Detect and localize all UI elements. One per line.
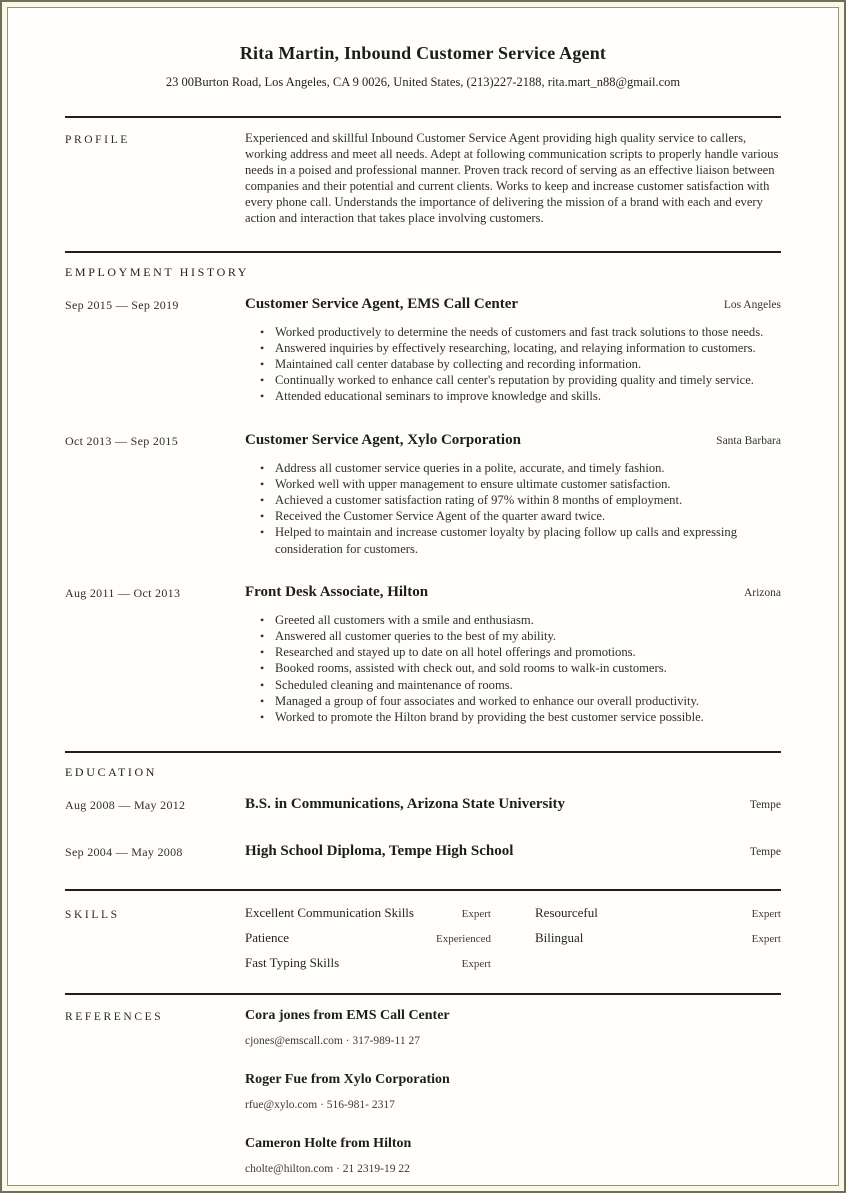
skills-section [65, 905, 781, 971]
references-list [245, 1007, 781, 1186]
section-label-skills: SKILLS [65, 909, 120, 922]
job-bullet: • Scheduled cleaning and maintenance of rooms. [245, 677, 781, 693]
job-entry [65, 431, 781, 557]
section-label-references: REFERENCES [65, 1011, 164, 1024]
section-divider [65, 889, 781, 891]
job-bullet: • Received the Customer Service Agent of the quarter award twice. [245, 508, 781, 524]
section-heading-employment: EMPLOYMENT HISTORY [65, 264, 250, 279]
education-title: High School Diploma, Tempe High School [245, 843, 514, 860]
job-head [245, 295, 781, 314]
skill-level: Expert [461, 958, 491, 971]
reference-contact: cholte@hilton.com · 21 2319-19 22 [245, 1163, 410, 1176]
profile-text: Experienced and skillful Inbound Customer Service Agent providing high quality service to callers, working address and meet all needs. Adept at following communication scripts to properly handle various needs in a poised and professional manner. Proven track record of serving as an effective liaison between companies and their potential and current clients. Works to keep and increase customer satisfaction with every phone call. Understands the importance of delivering the mission of a brand with each and every action and interaction that takes place involving customers. [245, 131, 779, 226]
job-bullet: • Researched and stayed up to date on all hotel offerings and promotions. [245, 644, 781, 660]
education-entry [65, 842, 781, 861]
job-bullet: • Maintained call center database by collecting and recording information. [245, 356, 781, 372]
job-bullet: • Worked well with upper management to ensure ultimate customer satisfaction. [245, 476, 781, 492]
job-location: Arizona [743, 586, 781, 599]
education-entry [65, 795, 781, 814]
job-head [245, 431, 781, 450]
skill-name: Resourceful [535, 905, 598, 921]
job-bullet-list [245, 612, 781, 725]
job-location: Los Angeles [723, 298, 781, 311]
job-bullet: • Helped to maintain and increase customer loyalty by placing follow up calls and expressing consideration for customers. [245, 524, 781, 556]
job-dates: Sep 2015 — Sep 2019 [65, 297, 179, 312]
skill-item [245, 955, 491, 971]
section-divider [65, 751, 781, 753]
reference-name: Cameron Holte from Hilton [245, 1136, 412, 1152]
section-divider [65, 993, 781, 995]
job-bullet-list [245, 460, 781, 557]
education-location: Tempe [749, 846, 781, 859]
education-head [245, 842, 781, 861]
section-heading-education: EDUCATION [65, 765, 158, 780]
profile-section [65, 130, 781, 227]
reference-contact: rfue@xylo.com · 516-981- 2317 [245, 1099, 395, 1112]
job-entry [65, 583, 781, 725]
reference-entry [245, 1135, 781, 1176]
references-section [65, 1007, 781, 1186]
job-dates: Oct 2013 — Sep 2015 [65, 433, 179, 448]
employment-section [65, 265, 781, 726]
job-bullet: • Greeted all customers with a smile and enthusiasm. [245, 612, 781, 628]
job-bullet: • Managed a group of four associates and worked to enhance our overall productivity. [245, 693, 781, 709]
job-title: Customer Service Agent, EMS Call Center [245, 295, 519, 312]
job-bullet: • Worked productively to determine the needs of customers and fast track solutions to those needs. [245, 324, 781, 340]
skill-name: Patience [245, 930, 290, 946]
education-section [65, 765, 781, 861]
skill-item [245, 930, 491, 946]
job-bullet: • Answered inquiries by effectively researching, locating, and relaying information to customers. [245, 340, 781, 356]
education-title: B.S. in Communications, Arizona State University [245, 796, 566, 813]
job-entry [65, 295, 781, 405]
section-divider [65, 116, 781, 118]
skill-name: Excellent Communication Skills [245, 905, 414, 921]
skill-item [245, 905, 491, 921]
job-dates: Aug 2011 — Oct 2013 [65, 585, 181, 600]
skill-level: Expert [751, 908, 781, 921]
job-head [245, 583, 781, 602]
skill-name: Fast Typing Skills [245, 955, 340, 971]
skills-grid [245, 905, 781, 971]
job-bullet: • Worked to promote the Hilton brand by providing the best customer service possible. [245, 709, 781, 725]
job-main [245, 431, 781, 557]
job-bullet: • Address all customer service queries in a polite, accurate, and timely fashion. [245, 460, 781, 476]
job-bullet: • Continually worked to enhance call center's reputation by providing quality and timely service. [245, 372, 781, 388]
skill-level: Expert [751, 933, 781, 946]
section-divider [65, 251, 781, 253]
job-main [245, 295, 781, 405]
education-location: Tempe [749, 799, 781, 812]
skill-name: Bilingual [535, 930, 584, 946]
job-title: Front Desk Associate, Hilton [245, 583, 429, 600]
job-bullet: • Achieved a customer satisfaction rating of 97% within 8 months of employment. [245, 492, 781, 508]
skill-level: Expert [461, 908, 491, 921]
education-dates: Sep 2004 — May 2008 [65, 845, 183, 860]
reference-entry [245, 1071, 781, 1112]
reference-name: Roger Fue from Xylo Corporation [245, 1072, 450, 1088]
job-bullet: • Booked rooms, assisted with check out, and sold rooms to walk-in customers. [245, 660, 781, 676]
resume-header [65, 42, 781, 90]
reference-contact: cjones@emscall.com · 317-989-11 27 [245, 1035, 420, 1048]
education-head [245, 795, 781, 814]
resume-page [7, 7, 839, 1186]
job-location: Santa Barbara [716, 434, 781, 447]
reference-name: Cora jones from EMS Call Center [245, 1008, 450, 1024]
section-label-profile: PROFILE [65, 134, 130, 146]
job-main [245, 583, 781, 725]
skill-level: Experienced [436, 933, 491, 946]
contact-line: 23 00Burton Road, Los Angeles, CA 9 0026, United States, (213)227-2188, rita.mart_n88@gmail.com [165, 75, 681, 89]
job-bullet: • Attended educational seminars to improve knowledge and skills. [245, 388, 781, 404]
job-title: Customer Service Agent, Xylo Corporation [245, 431, 521, 448]
skill-item [535, 930, 781, 946]
reference-entry [245, 1007, 781, 1048]
job-bullet: • Answered all customer queries to the best of my ability. [245, 628, 781, 644]
education-dates: Aug 2008 — May 2012 [65, 798, 186, 813]
skill-item [535, 905, 781, 921]
job-bullet-list [245, 324, 781, 405]
resume-name: Rita Martin, Inbound Customer Service Agent [239, 43, 607, 63]
